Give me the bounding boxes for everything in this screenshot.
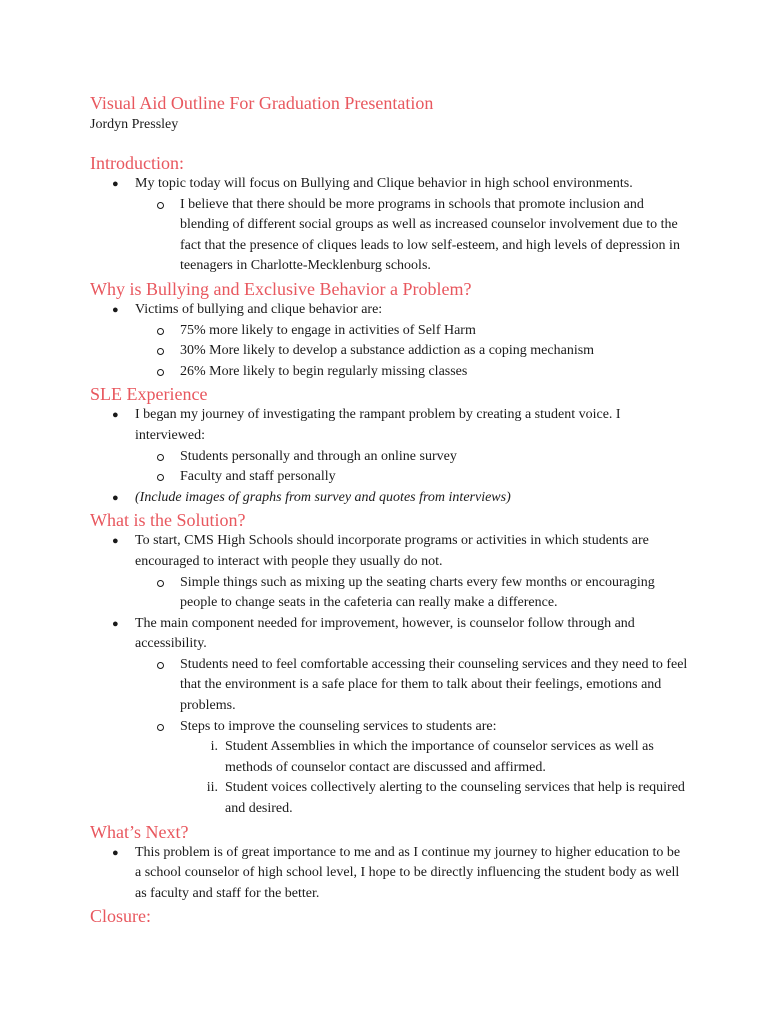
sub-list-item-text: Steps to improve the counseling services to students are: xyxy=(180,718,497,734)
numbered-list-item-text: Student voices collectively alerting to the counseling services that help is required and desired. xyxy=(225,780,685,817)
circle-bullet-icon xyxy=(157,454,164,461)
bullet-icon: ● xyxy=(112,491,119,504)
sub-list-item xyxy=(135,655,688,717)
sub-list-item-text: 75% more likely to engage in activities of Self Harm xyxy=(180,322,476,338)
list-numeral: ii. xyxy=(206,780,218,796)
bullet-icon: ● xyxy=(112,178,119,190)
sub-list xyxy=(135,573,688,614)
heading-solution: What is the Solution? xyxy=(90,510,246,531)
circle-bullet-icon xyxy=(157,580,164,587)
sub-list-item xyxy=(135,717,688,820)
circle-bullet-icon xyxy=(157,724,164,731)
circle-bullet-icon xyxy=(157,328,164,335)
sub-list-item xyxy=(135,362,688,383)
heading-why-problem: Why is Bullying and Exclusive Behavior a Problem? xyxy=(90,278,472,299)
bullet-icon: ● xyxy=(112,409,119,422)
bullet-icon: ● xyxy=(112,846,119,859)
sub-list xyxy=(135,321,688,383)
next-list xyxy=(90,843,688,905)
heading-whats-next: What’s Next? xyxy=(90,821,189,842)
sle-list xyxy=(90,405,688,508)
heading-introduction: Introduction: xyxy=(90,153,184,173)
sub-list-item xyxy=(135,341,688,362)
sub-list-item-text: Students need to feel comfortable accessing their counseling services and they need to feel that the environment is a safe place for them to talk about their feelings, emotions and problems. xyxy=(180,656,688,714)
circle-bullet-icon xyxy=(157,662,164,669)
list-item xyxy=(90,405,688,487)
introduction-list xyxy=(90,174,688,277)
sub-list xyxy=(135,447,688,488)
numbered-list xyxy=(180,737,688,819)
list-item-text: To start, CMS High Schools should incorporate programs or activities in which students are encouraged to interact with people they usually do not. xyxy=(135,533,649,569)
bullet-icon: ● xyxy=(112,617,119,630)
list-item-text: I began my journey of investigating the rampant problem by creating a student voice. I interviewed: xyxy=(135,407,621,443)
list-item xyxy=(90,843,688,905)
list-item xyxy=(90,300,688,382)
list-item-text: This problem is of great importance to me and as I continue my journey to higher education to be a school counselor of high school level, I hope to be directly influencing the student body as well as faculty and staff for the better. xyxy=(135,844,681,901)
sub-list-item-text: 26% More likely to begin regularly missing classes xyxy=(180,363,468,379)
sub-list-item-text: Faculty and staff personally xyxy=(180,469,336,485)
sub-list-item-text: 30% More likely to develop a substance addiction as a coping mechanism xyxy=(180,343,595,359)
document-title: Visual Aid Outline For Graduation Presentation xyxy=(90,93,434,113)
sub-list-item-text: Students personally and through an online survey xyxy=(180,448,457,464)
circle-bullet-icon xyxy=(157,474,164,481)
solution-list xyxy=(90,531,688,819)
sub-list-item xyxy=(135,447,688,468)
bullet-icon: ● xyxy=(112,303,119,316)
sub-list xyxy=(135,195,688,277)
sub-list-item-text: I believe that there should be more programs in schools that promote inclusion and blending of different social groups as well as increased counselor involvement due to the fact that the presence of cliques leads to low self-esteem, and high levels of depression in teenagers in Charlotte-Mecklenburg schools. xyxy=(180,196,680,274)
list-item-text: My topic today will focus on Bullying and Clique behavior in high school environments. xyxy=(135,176,633,191)
heading-closure: Closure: xyxy=(90,906,151,927)
list-item xyxy=(90,488,688,509)
list-item-text: The main component needed for improvement, however, is counselor follow through and accessibility. xyxy=(135,615,635,652)
heading-sle-experience: SLE Experience xyxy=(90,384,208,405)
circle-bullet-icon xyxy=(157,369,164,376)
sub-list-item xyxy=(135,195,688,277)
numbered-list-item xyxy=(180,737,688,778)
sub-list-item xyxy=(135,573,688,614)
list-item-text: (Include images of graphs from survey and quotes from interviews) xyxy=(135,489,511,505)
list-item xyxy=(90,174,688,277)
list-item xyxy=(90,614,688,820)
author-name: Jordyn Pressley xyxy=(90,117,179,132)
circle-bullet-icon xyxy=(157,202,164,209)
list-item xyxy=(90,531,688,613)
sub-list-item xyxy=(135,321,688,342)
circle-bullet-icon xyxy=(157,348,164,355)
sub-list-item xyxy=(135,467,688,488)
list-numeral: i. xyxy=(210,739,218,755)
list-item-text: Victims of bullying and clique behavior are: xyxy=(135,301,383,317)
sub-list-item-text: Simple things such as mixing up the seating charts every few months or encouraging people to change seats in the cafeteria can really make a difference. xyxy=(180,574,655,611)
sub-list xyxy=(135,655,688,820)
numbered-list-item-text: Student Assemblies in which the importance of counselor services as well as methods of counselor contact are discussed and affirmed. xyxy=(225,739,654,775)
why-list xyxy=(90,300,688,382)
bullet-icon: ● xyxy=(112,535,119,548)
numbered-list-item xyxy=(180,778,688,819)
